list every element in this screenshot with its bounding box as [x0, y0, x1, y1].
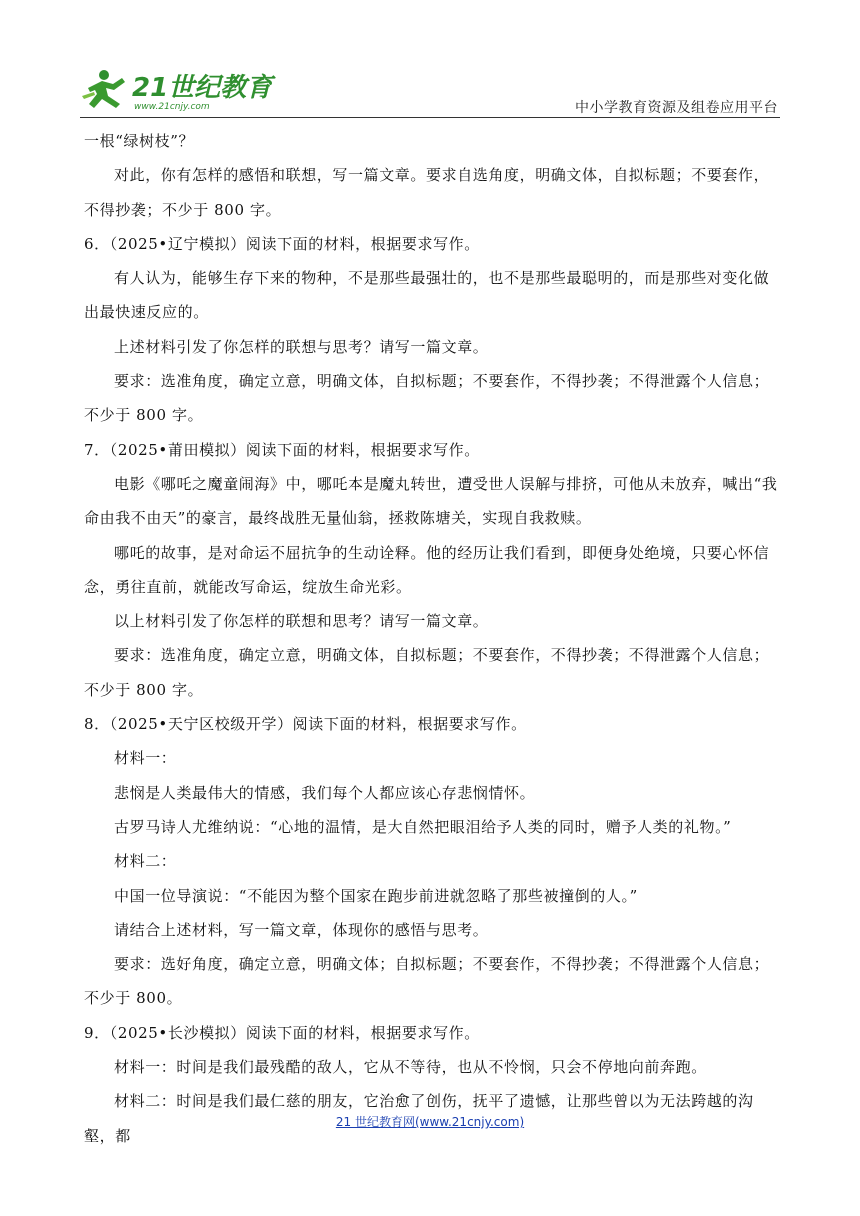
paragraph: 悲悯是人类最伟大的情感，我们每个人都应该心存悲悯情怀。 — [114, 783, 536, 802]
paragraph: 请结合上述材料，写一篇文章，体现你的感悟与思考。 — [114, 920, 489, 939]
svg-text:www.21cnjy.com: www.21cnjy.com — [134, 102, 210, 112]
paragraph: 有人认为，能够生存下来的物种，不是那些最强壮的，也不是那些最聪明的，而是那些对变化做出最快速反应的。 — [84, 269, 770, 322]
question-heading: 6．（2025•辽宁模拟）阅读下面的材料，根据要求写作。 — [84, 234, 480, 253]
paragraph: 材料一： — [114, 749, 177, 768]
paragraph: 对此，你有怎样的感悟和联想，写一篇文章。要求自选角度，明确文体，自拟标题；不要套作，不得抄袭；不少于 800 字。 — [84, 166, 770, 219]
page-footer — [0, 1111, 860, 1130]
paragraph: 要求：选准角度，确定立意，明确文体，自拟标题；不要套作，不得抄袭；不得泄露个人信息；不少于 800 字。 — [84, 372, 770, 425]
header-divider — [80, 117, 780, 118]
site-logo[interactable] — [80, 66, 273, 112]
document-body — [84, 124, 780, 1153]
paragraph: 中国一位导演说：“不能因为整个国家在跑步前进就忽略了那些被撞倒的人。” — [114, 886, 638, 905]
paragraph: 要求：选好角度，确定立意，明确文体；自拟标题；不要套作，不得抄袭；不得泄露个人信息；不少于 800。 — [84, 955, 770, 1008]
paragraph: 要求：选准角度，确定立意，明确文体，自拟标题；不要套作，不得抄袭；不得泄露个人信息；不少于 800 字。 — [84, 646, 770, 699]
paragraph: 电影《哪吒之魔童闹海》中，哪吒本是魔丸转世，遭受世人误解与排挤，可他从未放弃，喊出“我命由我不由天”的豪言，最终战胜无量仙翁，拯救陈塘关，实现自我救赎。 — [84, 474, 778, 528]
paragraph: 材料二：时间是我们最仁慈的朋友，它治愈了创伤，抚平了遗憾，让那些曾以为无法跨越的沟壑，都 — [84, 1092, 754, 1145]
question-heading: 8．（2025•天宁区校级开学）阅读下面的材料，根据要求写作。 — [84, 715, 527, 734]
runner-logo-icon — [80, 66, 273, 112]
page-header — [0, 0, 860, 120]
paragraph: 一根“绿树枝”？ — [84, 132, 195, 150]
question-heading: 7．（2025•莆田模拟）阅读下面的材料，根据要求写作。 — [84, 440, 480, 459]
question-heading: 9．（2025•长沙模拟）阅读下面的材料，根据要求写作。 — [84, 1023, 480, 1042]
paragraph: 哪吒的故事，是对命运不屈抗争的生动诠释。他的经历让我们看到，即便身处绝境，只要心怀信念，勇往直前，就能改写命运，绽放生命光彩。 — [84, 543, 770, 596]
svg-text:21世纪教育: 21世纪教育 — [132, 73, 273, 103]
paragraph: 材料二： — [114, 852, 177, 871]
platform-name: 中小学教育资源及组卷应用平台 — [575, 100, 778, 116]
footer-link[interactable]: 21 世纪教育网(www.21cnjy.com) — [335, 1115, 525, 1129]
paragraph: 上述材料引发了你怎样的联想与思考？请写一篇文章。 — [114, 337, 489, 356]
paragraph: 以上材料引发了你怎样的联想和思考？请写一篇文章。 — [114, 612, 489, 631]
paragraph: 材料一：时间是我们最残酷的敌人，它从不等待，也从不怜悯，只会不停地向前奔跑。 — [114, 1058, 707, 1077]
paragraph: 古罗马诗人尤维纳说：“心地的温情，是大自然把眼泪给予人类的同时，赠予人类的礼物。” — [114, 817, 732, 836]
